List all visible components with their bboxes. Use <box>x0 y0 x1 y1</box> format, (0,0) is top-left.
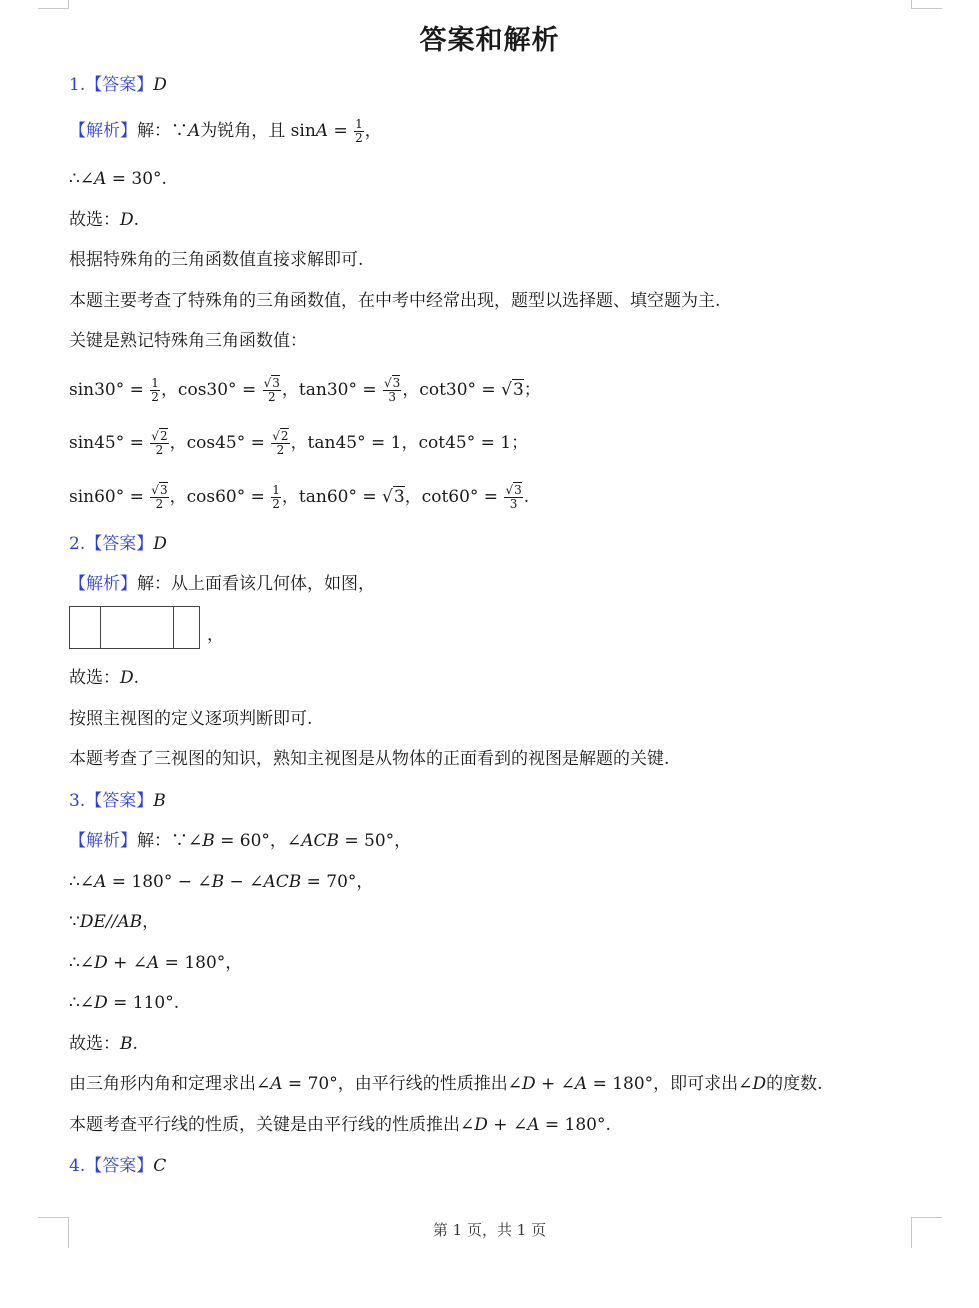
math-var: ACB <box>263 872 302 892</box>
text: ，cos45° = <box>169 433 271 453</box>
math-var: A <box>188 121 201 141</box>
text: 解：从上面看该几何体，如图， <box>137 574 375 594</box>
text: = 180° − ∠ <box>106 872 212 892</box>
q1-summary-line: 本题主要考查了特殊角的三角函数值，在中考中经常出现，题型以选择题、填空题为主. <box>69 291 721 311</box>
q3-method-line <box>69 1071 822 1097</box>
radicand: 3 <box>159 483 168 497</box>
text: sin30° = <box>69 380 150 400</box>
q1-analysis-line2 <box>69 166 167 192</box>
q1-key-line: 关键是熟记特殊角三角函数值： <box>69 331 307 351</box>
q1-method-line: 根据特殊角的三角函数值直接求解即可. <box>69 250 364 270</box>
text: ∴∠ <box>69 872 95 892</box>
math-var: A <box>147 953 160 973</box>
text: ∴∠ <box>69 953 95 973</box>
trig-row-45 <box>69 430 528 457</box>
text: 本题考查平行线的性质，关键是由平行线的性质推出∠ <box>69 1115 475 1135</box>
text: ，tan45° = 1，cot45° = 1； <box>290 433 529 453</box>
sqrt: √3 <box>501 380 524 400</box>
q1-answer-line <box>69 72 167 98</box>
radicand: 3 <box>392 376 401 390</box>
q2-summary-line: 本题考查了三视图的知识，熟知主视图是从物体的正面看到的视图是解题的关键. <box>69 749 670 769</box>
parallel-symbol: // <box>105 912 118 932</box>
text: sin60° = <box>69 487 150 507</box>
fraction-numerator: √3 <box>505 483 522 497</box>
q1-analysis-label: 【解析】 <box>69 121 137 141</box>
radicand: 2 <box>280 429 289 443</box>
q3-choice-line <box>69 1031 138 1057</box>
radicand: 3 <box>393 487 405 507</box>
math-var: A <box>270 1074 283 1094</box>
fraction <box>271 430 289 457</box>
page-footer: 第 1 页，共 1 页 <box>432 1221 547 1239</box>
q3-analysis-line2 <box>69 869 373 895</box>
fraction-denominator: 2 <box>272 497 280 511</box>
text: sin45° = <box>69 433 150 453</box>
q2-answer-line <box>69 531 167 557</box>
text: 的度数. <box>766 1074 823 1094</box>
math-var: D <box>752 1074 767 1094</box>
math-var: B <box>120 1034 133 1054</box>
math-var: A <box>315 121 329 141</box>
text: ，cot60° = <box>404 487 504 507</box>
page-title: 答案和解析 <box>419 25 560 56</box>
q2-answer-value: D <box>153 534 167 554</box>
q3-answer-label: 3.【答案】 <box>69 791 154 811</box>
text: 故选： <box>69 210 120 230</box>
fraction-numerator: √3 <box>151 483 168 497</box>
text: . <box>133 668 140 688</box>
text: − ∠ <box>224 872 264 892</box>
fraction <box>354 118 364 145</box>
fraction <box>150 430 168 457</box>
text: ，tan60° = <box>281 487 383 507</box>
radicand: 2 <box>159 429 168 443</box>
text: = 180°. <box>539 1115 611 1135</box>
fraction-numerator: √3 <box>384 376 401 390</box>
text: 解：∵∠ <box>137 831 203 851</box>
radicand: 3 <box>272 376 280 390</box>
fraction-denominator: 2 <box>151 390 159 404</box>
math-var: ACB <box>301 831 339 851</box>
q2-method-line: 按照主视图的定义逐项判断即可. <box>69 709 313 729</box>
math-var: D <box>521 1074 536 1094</box>
text: ∴∠ <box>69 169 95 189</box>
fraction <box>150 377 160 404</box>
trig-row-30 <box>69 377 541 404</box>
text: ， <box>142 912 160 932</box>
text: ∴∠ <box>69 993 95 1013</box>
math-var: B <box>202 831 215 851</box>
math-var: A <box>527 1115 540 1135</box>
text: . <box>523 487 530 507</box>
q2-analysis-label: 【解析】 <box>69 574 137 594</box>
math-var: D <box>474 1115 488 1135</box>
text: = 70°，由平行线的性质推出∠ <box>282 1074 522 1094</box>
fraction-numerator: √2 <box>151 429 168 443</box>
text: ，cos60° = <box>169 487 271 507</box>
math-var: D <box>120 210 134 230</box>
q4-answer-label: 4.【答案】 <box>69 1156 154 1176</box>
text: . <box>132 1034 138 1054</box>
q3-answer-value: B <box>153 791 166 811</box>
q2-choice-line <box>69 665 139 691</box>
sqrt: √3 <box>382 487 405 507</box>
radicand: 3 <box>514 483 522 497</box>
q3-analysis-line3 <box>69 909 159 935</box>
fraction-denominator: 2 <box>276 443 285 457</box>
text: 故选： <box>69 1034 120 1054</box>
text: = <box>328 121 354 141</box>
text: = 60°，∠ <box>214 831 302 851</box>
q3-analysis-line1 <box>69 828 411 854</box>
q1-answer-label: 1.【答案】 <box>69 75 154 95</box>
text: 由三角形内角和定理求出∠ <box>69 1074 271 1094</box>
text: = 70°， <box>301 872 374 892</box>
text: = 180°， <box>159 953 243 973</box>
q2-analysis-line1 <box>69 571 375 597</box>
text: . <box>133 210 140 230</box>
q3-analysis-label: 【解析】 <box>69 831 137 851</box>
radicand: 3 <box>512 380 524 400</box>
fraction-numerator: 1 <box>272 483 280 497</box>
fraction <box>383 377 401 404</box>
fraction-denominator: 2 <box>155 497 164 511</box>
math-var: D <box>94 953 108 973</box>
text: + ∠ <box>107 953 147 973</box>
fraction <box>271 484 281 511</box>
fraction-denominator: 2 <box>155 443 164 457</box>
top-view-cell-left <box>70 607 101 648</box>
q3-analysis-line4 <box>69 950 242 976</box>
fraction-denominator: 3 <box>509 497 518 511</box>
text: 解：∵ <box>137 121 188 141</box>
top-view-figure <box>69 606 200 649</box>
math-var: DE <box>79 912 106 932</box>
text: ∵ <box>69 912 80 932</box>
text: 为锐角，且 sin <box>200 121 316 141</box>
fraction-numerator: √2 <box>272 429 289 443</box>
math-var: AB <box>117 912 143 932</box>
text: ，tan30° = <box>281 380 383 400</box>
q2-answer-label: 2.【答案】 <box>69 534 154 554</box>
fraction-denominator: 2 <box>355 131 363 145</box>
text: ， <box>364 121 382 141</box>
q3-answer-line <box>69 788 166 814</box>
q3-analysis-line5 <box>69 990 179 1016</box>
fraction <box>504 484 522 511</box>
text: = 180°，即可求出∠ <box>587 1074 753 1094</box>
q4-answer-line <box>69 1153 166 1179</box>
crop-mark-top-right <box>911 0 942 9</box>
fraction <box>150 484 168 511</box>
q1-answer-value: D <box>153 75 167 95</box>
math-var: D <box>120 668 134 688</box>
q3-summary-line <box>69 1112 611 1138</box>
fraction <box>263 377 281 404</box>
fraction-denominator: 2 <box>267 390 276 404</box>
math-var: D <box>94 993 108 1013</box>
trig-row-60 <box>69 484 529 511</box>
crop-mark-top-left <box>38 0 69 9</box>
math-var: A <box>94 872 107 892</box>
figure-comma: ， <box>207 625 224 645</box>
q1-analysis-line1 <box>69 118 382 145</box>
fraction-denominator: 3 <box>388 390 396 404</box>
math-var: B <box>211 872 225 892</box>
text: ，cot30° = <box>402 380 502 400</box>
text: = 50°， <box>338 831 412 851</box>
text: ，cos30° = <box>160 380 262 400</box>
top-view-cell-middle <box>101 607 174 648</box>
text: + ∠ <box>535 1074 575 1094</box>
text: + ∠ <box>487 1115 528 1135</box>
q4-answer-value: C <box>153 1156 167 1176</box>
text: ； <box>523 380 541 400</box>
fraction-numerator: √3 <box>263 376 280 390</box>
fraction-numerator: 1 <box>151 376 159 390</box>
math-var: A <box>94 169 107 189</box>
text: 故选： <box>69 668 120 688</box>
text: = 30°. <box>106 169 167 189</box>
math-var: A <box>574 1074 588 1094</box>
fraction-numerator: 1 <box>355 117 363 131</box>
text: = 110°. <box>107 993 180 1013</box>
q1-choice-line <box>69 207 139 233</box>
